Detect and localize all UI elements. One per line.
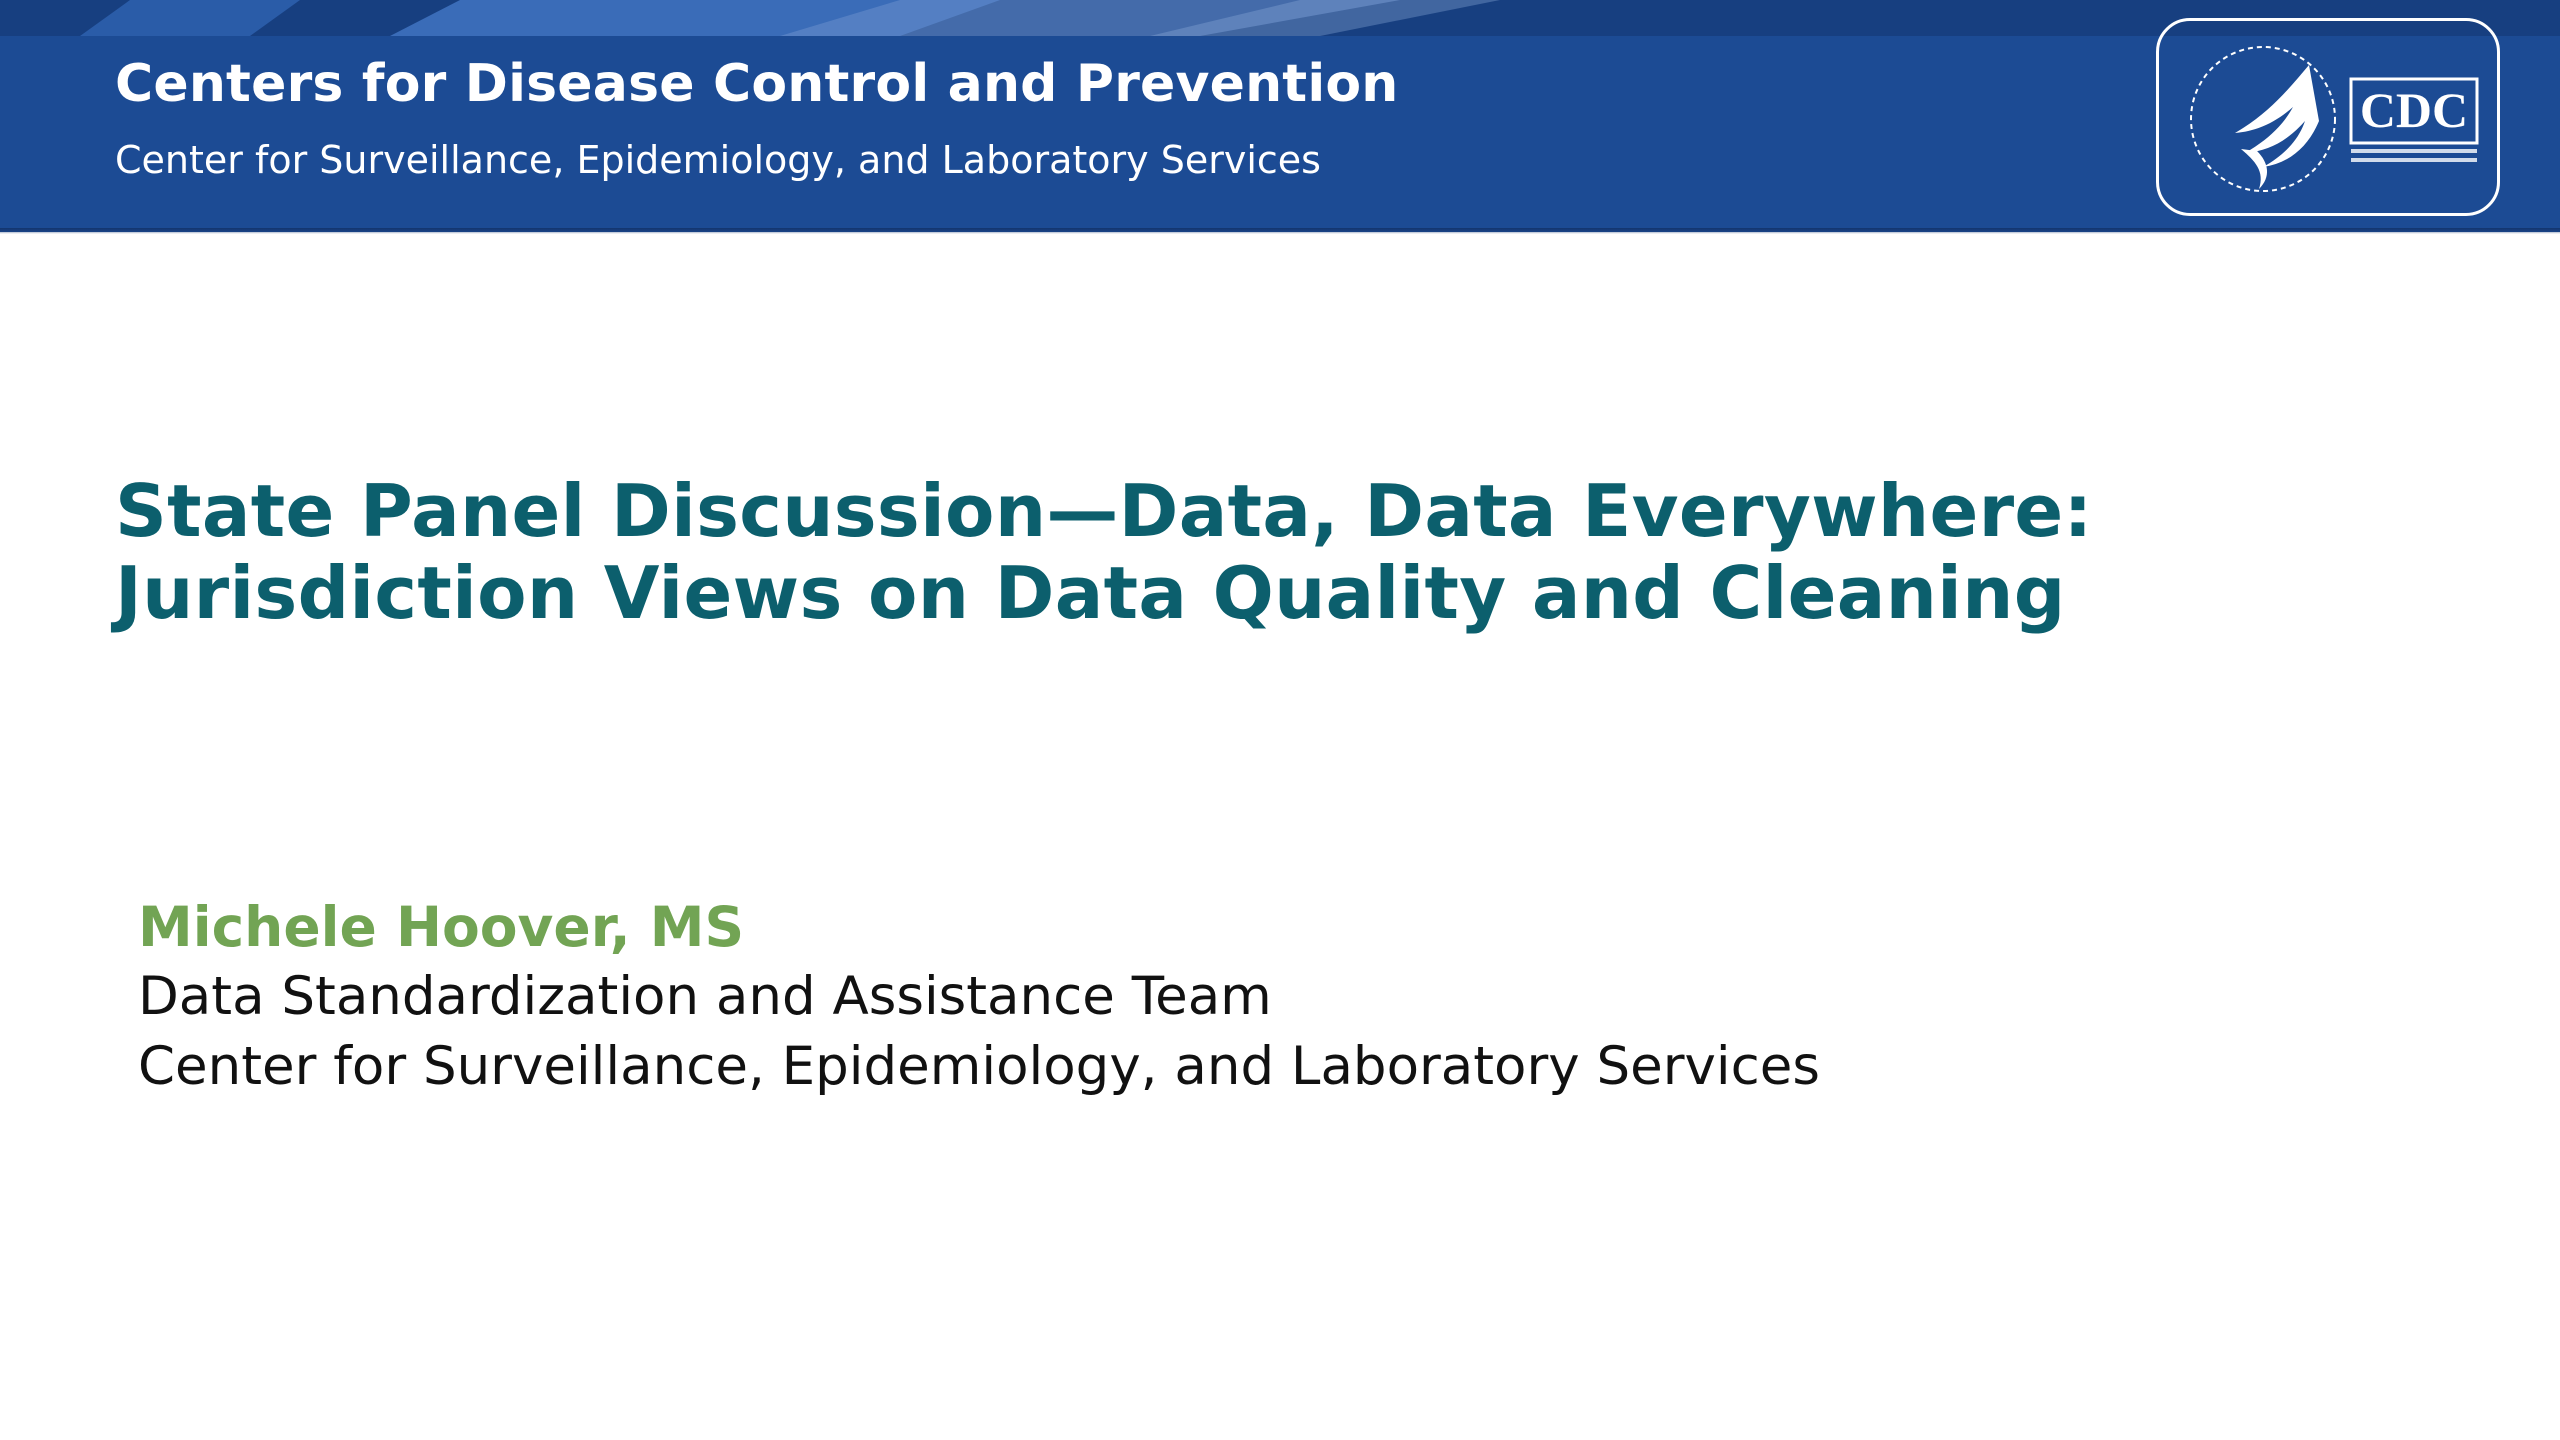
header-banner	[0, 0, 2560, 232]
cdc-wordmark: CDC	[2359, 82, 2469, 138]
presenter-name: Michele Hoover, MS	[138, 895, 745, 959]
slide-title: State Panel Discussion—Data, Data Everywhere: Jurisdiction Views on Data Quality and Cleaning	[115, 469, 2093, 635]
org-title: Centers for Disease Control and Prevention	[115, 54, 1399, 114]
org-subtitle: Center for Surveillance, Epidemiology, and Laboratory Services	[115, 138, 1321, 182]
banner-shadow	[0, 228, 2560, 234]
hhs-eagle-seal-icon	[2191, 47, 2335, 191]
cdc-logo-icon	[2351, 79, 2477, 162]
presenter-team: Data Standardization and Assistance Team	[138, 966, 1272, 1027]
hhs-cdc-logo-block	[2156, 18, 2500, 216]
logo-graphics	[2159, 21, 2497, 213]
presenter-center: Center for Surveillance, Epidemiology, and Laboratory Services	[138, 1036, 1820, 1097]
presenter-block	[138, 892, 2338, 1102]
